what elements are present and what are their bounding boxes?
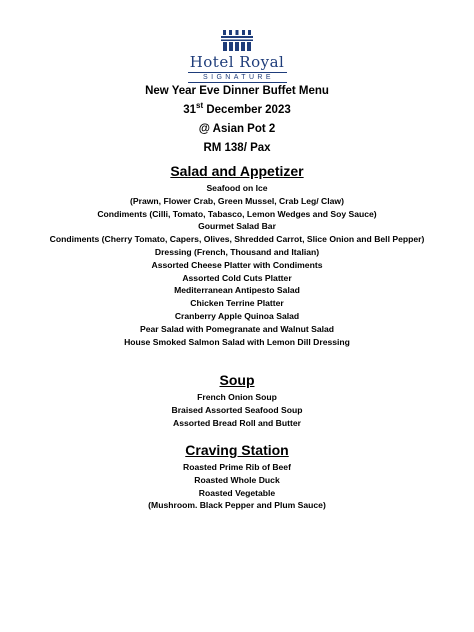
list-item: (Prawn, Flower Crab, Green Mussel, Crab Leg/ Claw) [130,195,344,206]
list-item: Braised Assorted Seafood Soup [171,404,303,415]
list-item: (Mushroom. Black Pepper and Plum Sauce) [148,500,326,511]
list-item: Dressing (French, Thousand and Italian) [154,246,320,257]
menu-date [0,101,474,120]
list-item: Cranberry Apple Quinoa Salad [174,310,300,321]
menu-title: New Year Eve Dinner Buffet Menu [145,85,329,97]
section-title: Salad and Appetizer [170,163,304,179]
list-item: Assorted Bread Roll and Butter [173,417,301,428]
section-title: Craving Station [185,442,289,458]
date-suffix: st [196,101,204,111]
section-soup [0,372,474,429]
list-item: Pear Salad with Pomegranate and Walnut Salad [139,323,335,334]
list-item: Gourmet Salad Bar [198,221,276,232]
list-item: Mediterranean Antipesto Salad [174,285,300,296]
hotel-tagline: SIGNATURE [188,72,287,83]
menu-header [0,82,474,158]
section-craving-station [0,442,474,512]
list-item: Condiments (Cherry Tomato, Capers, Olives, Shredded Carrot, Slice Onion and Bell Pepper) [49,234,425,245]
menu-venue: @ Asian Pot 2 [198,123,276,135]
hotel-name: Hotel Royal [189,53,285,71]
date-rest: December 2023 [203,104,291,116]
date-day: 31 [183,104,197,116]
section-title: Soup [219,372,255,388]
list-item: Roasted Whole Duck [194,474,280,485]
menu-price: RM 138/ Pax [203,142,271,154]
section-salad-appetizer [0,163,474,348]
hotel-logo [0,30,474,83]
list-item: Roasted Prime Rib of Beef [183,462,291,472]
list-item: Chicken Terrine Platter [190,298,284,309]
list-item: Assorted Cold Cuts Platter [182,272,292,283]
hotel-crown-icon [220,30,254,52]
list-item: French Onion Soup [197,392,277,402]
list-item: Roasted Vegetable [198,487,276,498]
list-item: Condiments (Cilli, Tomato, Tabasco, Lemon Wedges and Soy Sauce) [97,208,377,219]
list-item: Assorted Cheese Platter with Condiments [151,259,323,270]
list-item: Seafood on Ice [206,183,268,193]
list-item: House Smoked Salmon Salad with Lemon Dill Dressing [124,336,350,347]
